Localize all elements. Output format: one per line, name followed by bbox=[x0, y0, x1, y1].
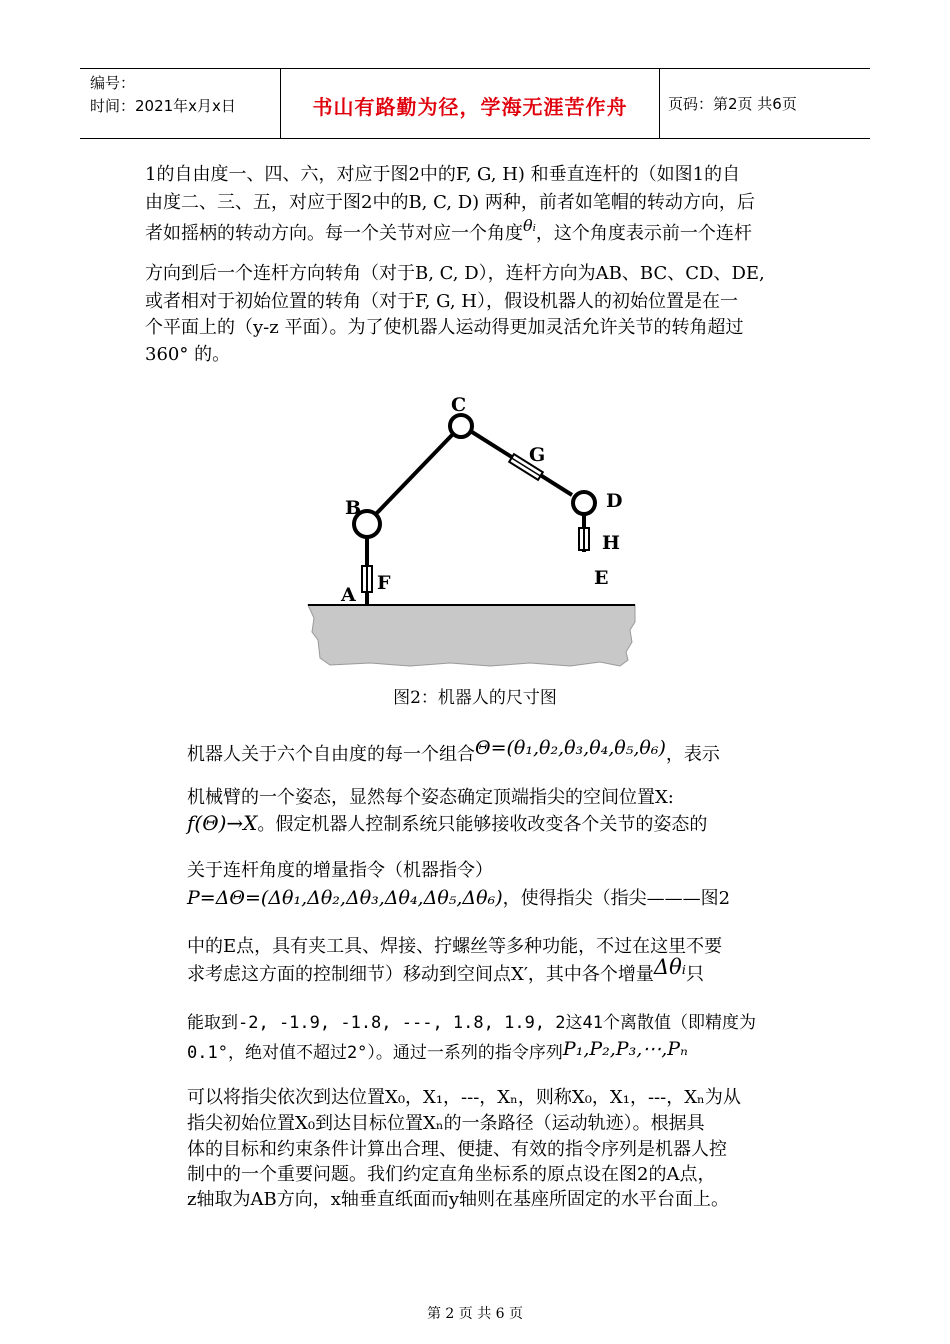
header-cell-meta bbox=[80, 69, 281, 138]
robot-arm-figure bbox=[300, 390, 650, 675]
page-footer: 第 2 页 共 6 页 bbox=[426, 1306, 524, 1322]
text-segment: 只 bbox=[685, 964, 704, 985]
text-line: 1的自由度一、四、六，对应于图2中的F, G, H) 和垂直连杆的（如图1的自 bbox=[145, 164, 741, 185]
text-line: 由度二、三、五，对应于图2中的B, C, D) 两种，前者如笔帽的转动方向，后 bbox=[145, 192, 755, 213]
text-segment: ，使得指尖（指尖———图2 bbox=[502, 888, 731, 909]
math-delta-theta: Δθᵢ bbox=[653, 955, 686, 979]
text-line: 体的目标和约束条件计算出合理、便捷、有效的指令序列是机器人控 bbox=[187, 1139, 727, 1160]
text-segment: 。假定机器人控制系统只能够接收改变各个关节的姿态的 bbox=[257, 814, 708, 835]
text-line: 制中的一个重要问题。我们约定直角坐标系的原点设在图2的A点， bbox=[187, 1164, 716, 1185]
text-line bbox=[187, 955, 704, 986]
label-b: B bbox=[345, 497, 362, 519]
math-increment-command: P=ΔΘ=(Δθ₁,Δθ₂,Δθ₃,Δθ₄,Δθ₅,Δθ₆) bbox=[187, 887, 503, 909]
text-segment: 机器人关于六个自由度的每一个组合 bbox=[187, 744, 475, 765]
link-bc bbox=[374, 434, 453, 516]
math-theta-combo: Θ=(θ₁,θ₂,θ₃,θ₄,θ₅,θ₆) bbox=[475, 737, 666, 759]
label-h: H bbox=[602, 532, 620, 554]
math-command-sequence: P₁,P₂,P₃,⋯,Pₙ bbox=[562, 1038, 688, 1060]
math-mapping: f(Θ)→X bbox=[187, 811, 258, 835]
text-segment: 求考虑这方面的控制细节）移动到空间点X′，其中各个增量 bbox=[187, 964, 654, 985]
text-line: 方向到后一个连杆方向转角（对于B, C, D），连杆方向为AB、BC、CD、DE, bbox=[145, 263, 765, 284]
header-cell-page bbox=[660, 69, 870, 138]
label-e: E bbox=[594, 567, 609, 589]
header-table bbox=[80, 68, 870, 139]
figure-caption: 图2：机器人的尺寸图 bbox=[393, 688, 557, 708]
text-segment: 者如摇柄的转动方向。每一个关节对应一个角度 bbox=[145, 223, 523, 244]
text-line bbox=[187, 1038, 688, 1063]
page-label: 页码：第2页 共6页 bbox=[668, 95, 797, 113]
joint-c bbox=[450, 415, 472, 437]
label-d: D bbox=[606, 490, 623, 512]
text-line bbox=[187, 884, 730, 910]
text-segment: ，表示 bbox=[665, 744, 720, 765]
text-line: z轴取为AB方向，x轴垂直纸面而y轴则在基座所固定的水平台面上。 bbox=[187, 1189, 730, 1210]
label-g: G bbox=[529, 444, 546, 466]
text-segment: 0.1°，绝对值不超过2°）。通过一系列的指令序列 bbox=[187, 1043, 563, 1063]
theta-symbol: θᵢ bbox=[523, 216, 536, 235]
text-line: 指尖初始位置X₀到达目标位置Xₙ的一条路径（运动轨迹）。根据具 bbox=[187, 1113, 705, 1134]
text-line: 关于连杆角度的增量指令（机器指令） bbox=[187, 860, 493, 881]
label-f: F bbox=[377, 572, 391, 594]
label-a: A bbox=[341, 584, 356, 606]
text-line bbox=[187, 737, 720, 766]
text-line: 中的E点，具有夹工具、焊接、拧螺丝等多种功能，不过在这里不要 bbox=[187, 936, 723, 957]
label-c: C bbox=[451, 394, 467, 416]
number-label: 编号： bbox=[90, 74, 136, 92]
text-segment: ，这个角度表示前一个连杆 bbox=[535, 223, 752, 244]
text-line bbox=[145, 216, 752, 245]
time-label: 时间：2021年x月x日 bbox=[90, 97, 236, 115]
motto-text: 书山有路勤为径，学海无涯苦作舟 bbox=[312, 95, 628, 119]
header-cell-motto bbox=[281, 69, 660, 138]
text-line: 或者相对于初始位置的转角（对于F, G, H），假设机器人的初始位置是在一 bbox=[145, 291, 739, 312]
text-line: 机械臂的一个姿态，显然每个姿态确定顶端指尖的空间位置X: bbox=[187, 787, 674, 808]
text-line: 能取到-2, -1.9, -1.8, ---, 1.8, 1.9, 2这41个离散值（即精度为 bbox=[187, 1013, 756, 1033]
text-line: 360° 的。 bbox=[145, 344, 231, 365]
text-line bbox=[187, 810, 707, 836]
base-ground bbox=[308, 605, 635, 666]
text-line: 可以将指尖依次到达位置X₀，X₁，---，Xₙ，则称X₀，X₁，---，Xₙ为从 bbox=[187, 1087, 741, 1108]
text-line: 个平面上的（y-z 平面）。为了使机器人运动得更加灵活允许关节的转角超过 bbox=[145, 317, 744, 338]
joint-d bbox=[573, 492, 595, 514]
